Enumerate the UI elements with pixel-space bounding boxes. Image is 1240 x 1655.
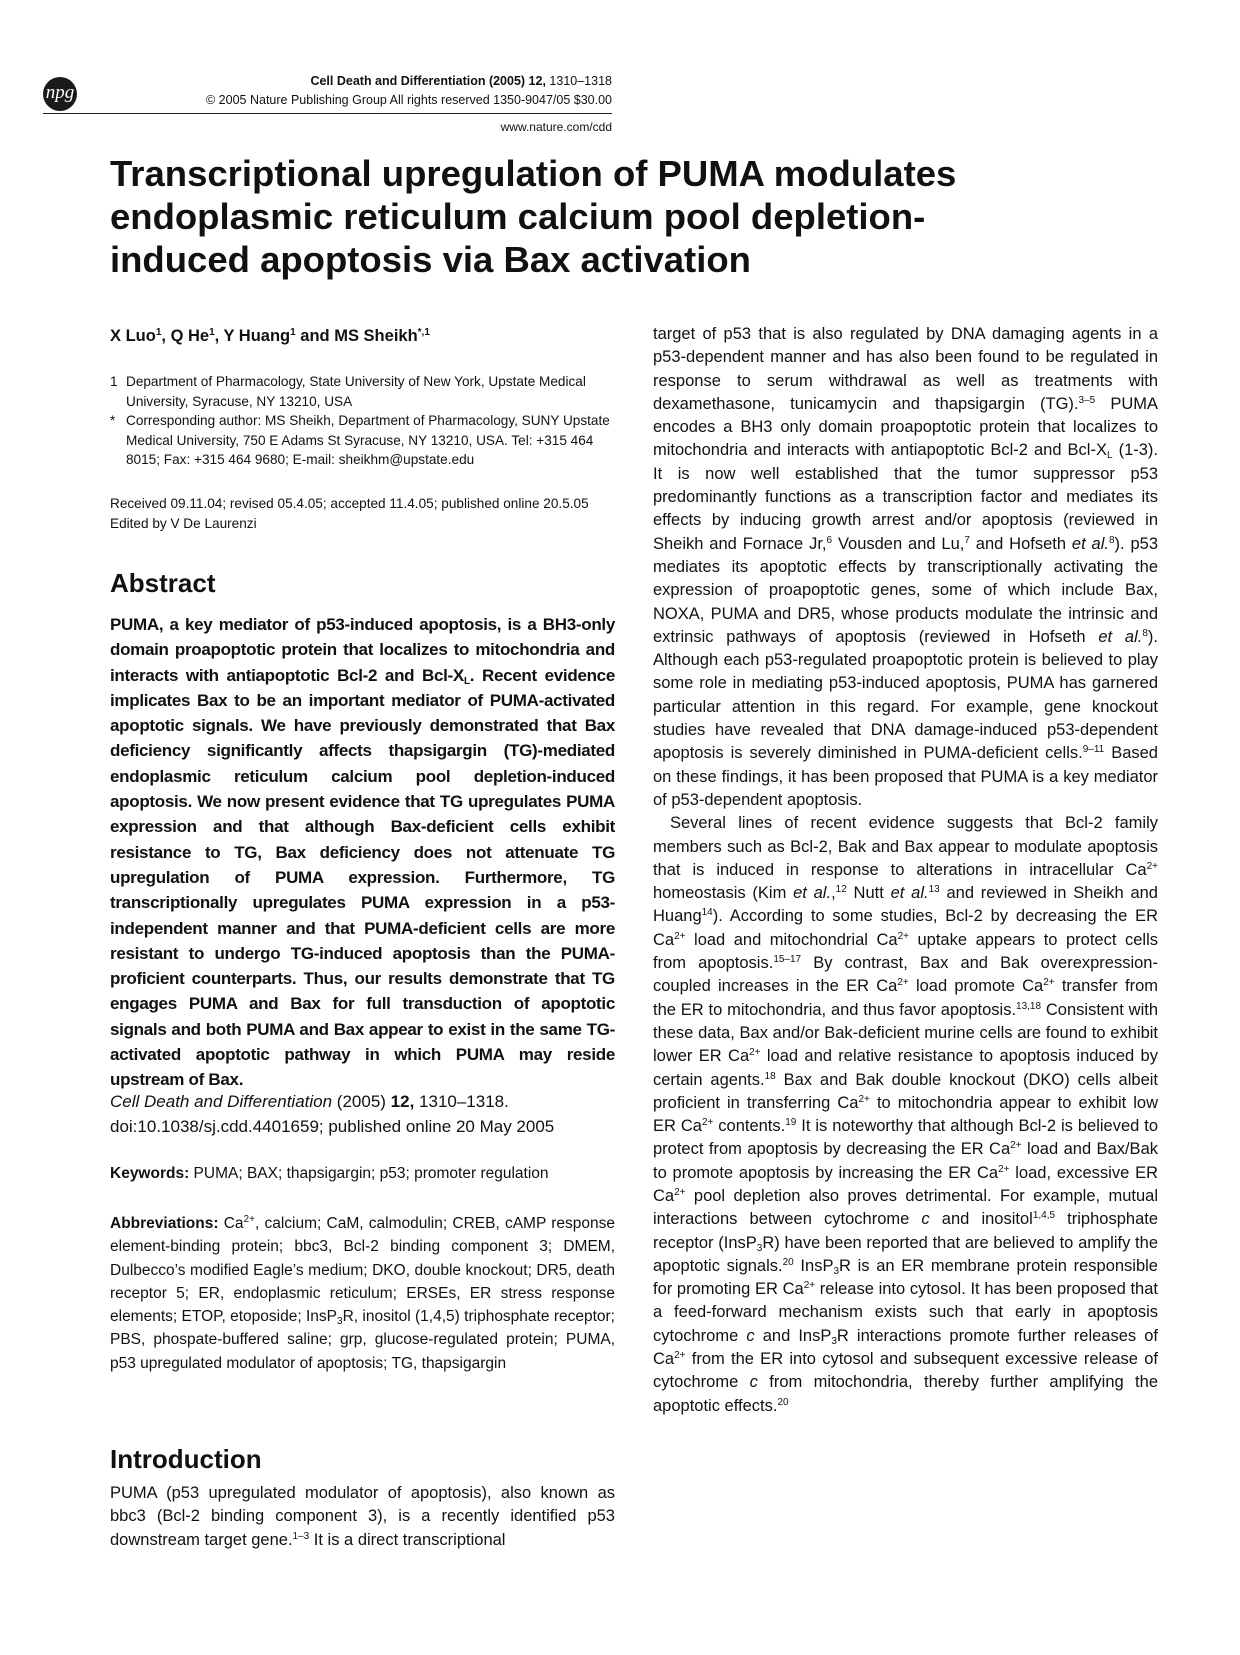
- keywords-label: Keywords:: [110, 1165, 190, 1182]
- reference-mark: 9–11: [1082, 744, 1105, 756]
- subscript: 3: [337, 1316, 343, 1328]
- abstract-body: [110, 612, 615, 1093]
- copyright-line: © 2005 Nature Publishing Group All rights reserved 1350-9047/05 $30.00: [206, 93, 612, 107]
- reference-mark: 20: [782, 1256, 794, 1268]
- superscript: 2+: [243, 1214, 255, 1225]
- author-name: MS Sheikh: [334, 327, 418, 345]
- affiliation-text: Department of Pharmacology, State University of New York, Upstate Medical University, Syracuse, NY 13210, USA: [126, 374, 586, 409]
- separator: ,: [214, 327, 224, 345]
- reference-mark: 20: [777, 1396, 789, 1408]
- reference-mark: 19: [785, 1117, 797, 1129]
- reference-mark: 1–3: [292, 1530, 310, 1542]
- abbreviations-text: Ca: [218, 1215, 244, 1232]
- subscript: L: [1106, 450, 1113, 462]
- reference-mark: 13: [928, 884, 940, 896]
- body-text: PUMA (p53 upregulated modulator of apoptosis), also known as bbc3 (Bcl-2 binding component 3), is a recently identified p53 downstream target gene.: [110, 1484, 615, 1549]
- affiliation-mark: 1: [209, 327, 215, 338]
- introduction-body: [110, 1482, 615, 1552]
- doi-line: doi:10.1038/sj.cdd.4401659; published online 20 May 2005: [110, 1117, 555, 1136]
- author-name: Y Huang: [223, 327, 291, 345]
- separator: and: [295, 327, 335, 345]
- header-divider: [43, 113, 612, 114]
- corresponding-author-text: Corresponding author: MS Sheikh, Department of Pharmacology, SUNY Upstate Medical University, 750 E Adams St Syracuse, NY 13210, USA. Tel: +315 464 8015; Fax: +315 464 9680; E-mail: sheikhm@upstate.edu: [126, 413, 610, 467]
- affiliation-mark: 1: [290, 327, 296, 338]
- separator: ,: [161, 327, 171, 345]
- abbreviations: [110, 1212, 615, 1375]
- reference-mark: 8: [1142, 627, 1148, 639]
- citation-year: (2005): [332, 1092, 391, 1111]
- right-column-body: [653, 323, 1158, 1418]
- publisher-logo: npg: [43, 77, 77, 111]
- abstract-text: . Recent evidence implicates Bax to be an important mediator of PUMA-activated apoptotic signals. We have previously demonstrated that Bax deficiency significantly affects thapsigargin (TG)-mediated endoplasmic reticulum calcium pool depletion-induced apoptosis. We now present evidence that TG upregulates PUMA expression and that although Bax-deficient cells exhibit resistance to TG, Bax deficiency does not attenuate TG upregulation of PUMA expression. Furthermore, TG transcriptionally upregulates PUMA expression in a p53-independent manner and that PUMA-deficient cells are more resistant to undergo TG-induced apoptosis than the PUMA-proficient counterparts. Thus, our results demonstrate that TG engages PUMA and Bax for full transduction of apoptotic signals and both PUMA and Bax appear to exist in the same TG-activated apoptotic pathway in which PUMA may reside upstream of Bax.: [110, 665, 615, 1090]
- reference-mark: 8: [1108, 534, 1115, 546]
- journal-name: Cell Death and Differentiation (2005) 12,: [310, 74, 546, 88]
- abbreviations-text: , calcium; CaM, calmodulin; CREB, cAMP response element-binding protein; bbc3, Bcl-2 binding component 3; DMEM, Dulbecco’s modified Eagle’s medium; DKO, double knockout; DR5, death receptor 5; ER, endoplasmic reticulum; ERSEs, ER stress response elements; ETOP, etoposide; InsP: [110, 1215, 615, 1326]
- reference-mark: 12: [835, 884, 847, 896]
- reference-mark: 7: [964, 534, 970, 546]
- corresponding-author-row: [110, 411, 615, 470]
- reference-mark: 3–5: [1078, 394, 1096, 406]
- subscript: L: [463, 675, 470, 687]
- affiliation-mark: 1: [155, 327, 162, 338]
- paragraph: Several lines of recent evidence suggests that Bcl-2 family members such as Bcl-2, Bak and Bax appear to modulate apoptosis that is induced in response to alterations in intracellular $Ca^{2+}$ homeostasis (Kim et al.,$^{12}$ Nutt et al.$^{13}$ and reviewed in Sheikh and Huang$^{14}$). According to some studies, Bcl-2 by decreasing the ER $Ca^{2+}$ load and mitochondrial $Ca^{2+}$ uptake appears to protect cells from apoptosis.$^{15-17}$ By contrast, Bax and Bak overexpression-coupled increases in the ER $Ca^{2+}$ load promote $Ca^{2+}$ transfer from the ER to mitochondria, and thus favor apoptosis.$^{13,18}$ Consistent with these data, Bax and/or Bak-deficient murine cells are found to exhibit lower ER $Ca^{2+}$ load and relative resistance to apoptosis induced by certain agents.$^{18}$ Bax and Bak double knockout (DKO) cells albeit proficient in transferring $Ca^{2+}$ to mitochondria appear to exhibit low ER $Ca^{2+}$ contents.$^{19}$ It is noteworthy that although Bcl-2 is believed to protect from apoptosis by decreasing the ER $Ca^{2+}$ load and Bax/Bak to promote apoptosis by increasing the ER $Ca^{2+}$ load, excessive ER $Ca^{2+}$ pool depletion also proves detrimental. For example, mutual interactions between cytochrome c and inositol$^{1,4,5}$ triphosphate receptor (InsP$_3$R) have been reported that are believed to amplify the apoptotic signals.$^{20}$ InsP$_3$R is an ER membrane protein responsible for promoting ER $Ca^{2+}$ release into cytosol. It has been proposed that a feed-forward mechanism exists such that early in apoptosis cytochrome c and InsP$_3$R interactions promote further releases of $Ca^{2+}$ from the ER into cytosol and subsequent excessive release of cytochrome c from mitochondria, thereby further amplifying the apoptotic effects.$^{20}$: [653, 814, 1159, 1415]
- article-title: Transcriptional upregulation of PUMA modulates endoplasmic reticulum calcium pool depletion-induced apoptosis via Bax activation: [110, 153, 957, 280]
- reference-mark: 14: [701, 907, 713, 919]
- citation-journal: Cell Death and Differentiation: [110, 1092, 333, 1111]
- affiliation-row: [110, 372, 615, 411]
- editor-line: Edited by V De Laurenzi: [110, 515, 257, 531]
- citation-pages: 1310–1318.: [414, 1092, 509, 1111]
- author-name: Q He: [170, 327, 210, 345]
- affiliation-marker: 1: [110, 374, 118, 389]
- journal-line: [160, 74, 612, 88]
- affiliations: [110, 372, 615, 470]
- publication-dates: [110, 494, 615, 533]
- keywords-text: PUMA; BAX; thapsigargin; p53; promoter regulation: [189, 1165, 549, 1182]
- abbreviations-label: Abbreviations:: [110, 1215, 219, 1232]
- corresponding-marker: *: [110, 413, 116, 428]
- citation: [110, 1089, 615, 1139]
- citation-line: [110, 1089, 615, 1114]
- introduction-heading: Introduction: [110, 1444, 262, 1474]
- abstract-heading: Abstract: [110, 568, 216, 598]
- reference-mark: 15–17: [773, 954, 802, 966]
- affiliation-mark: *,1: [417, 327, 430, 338]
- citation-volume: 12,: [390, 1092, 415, 1111]
- received-dates: Received 09.11.04; revised 05.4.05; accepted 11.4.05; published online 20.5.05: [110, 496, 589, 511]
- paragraph: target of p53 that is also regulated by DNA damaging agents in a p53-dependent manner and has also been found to be regulated in response to serum withdrawal as well as treatments with dexamethasone, tunicamycin and thapsigargin (TG).$^{3-5}$ PUMA encodes a BH3 only domain proapoptotic protein that localizes to mitochondria and interacts with antiapoptotic Bcl-2 and Bcl-$X_L$ (1-3). It is now well established that the tumor suppressor p53 predominantly functions as a transcription factor and mediates its effects by inducing growth arrest and/or apoptosis (reviewed in Sheikh and Fornace Jr,$^6$ Vousden and Lu,$^7$ and Hofseth et al.$^8$). p53 mediates its apoptotic effects by transcriptionally activating the expression of proapoptotic genes, some of which include Bax, NOXA, PUMA and DR5, whose products modulate the intrinsic and extrinsic pathways of apoptosis (reviewed in Hofseth et al.$^8$). Although each p53-regulated proapoptotic protein is believed to play some role in mediating p53-induced apoptosis, PUMA has garnered particular attention in this regard. For example, gene knockout studies have revealed that DNA damage-induced p53-dependent apoptosis is severely diminished in PUMA-deficient cells.$^{9-11}$ Based on these findings, it has been proposed that PUMA is a key mediator of p53-dependent apoptosis.: [653, 325, 1158, 809]
- keywords: [110, 1165, 615, 1183]
- reference-mark: 6: [826, 534, 833, 546]
- reference-mark: 1,4,5: [1032, 1210, 1056, 1222]
- reference-mark: 13,18: [1016, 1000, 1042, 1012]
- reference-mark: 18: [764, 1070, 776, 1082]
- abbreviations-text: R, inositol (1,4,5) triphosphate receptor; PBS, phospate-buffered saline; grp, glucose-regulated protein; PUMA, p53 upregulated modulator of apoptosis; TG, thapsigargin: [110, 1308, 615, 1372]
- abstract-text: PUMA, a key mediator of p53-induced apoptosis, is a BH3-only domain proapoptotic protein that localizes to mitochondria and interacts with antiapoptotic Bcl-2 and Bcl-X: [110, 615, 615, 685]
- journal-pages: 1310–1318: [549, 74, 612, 88]
- journal-url-link[interactable]: www.nature.com/cdd: [500, 120, 612, 134]
- body-text: It is a direct transcriptional: [309, 1530, 506, 1549]
- author-list: [110, 327, 615, 346]
- author-name: X Luo: [110, 327, 156, 345]
